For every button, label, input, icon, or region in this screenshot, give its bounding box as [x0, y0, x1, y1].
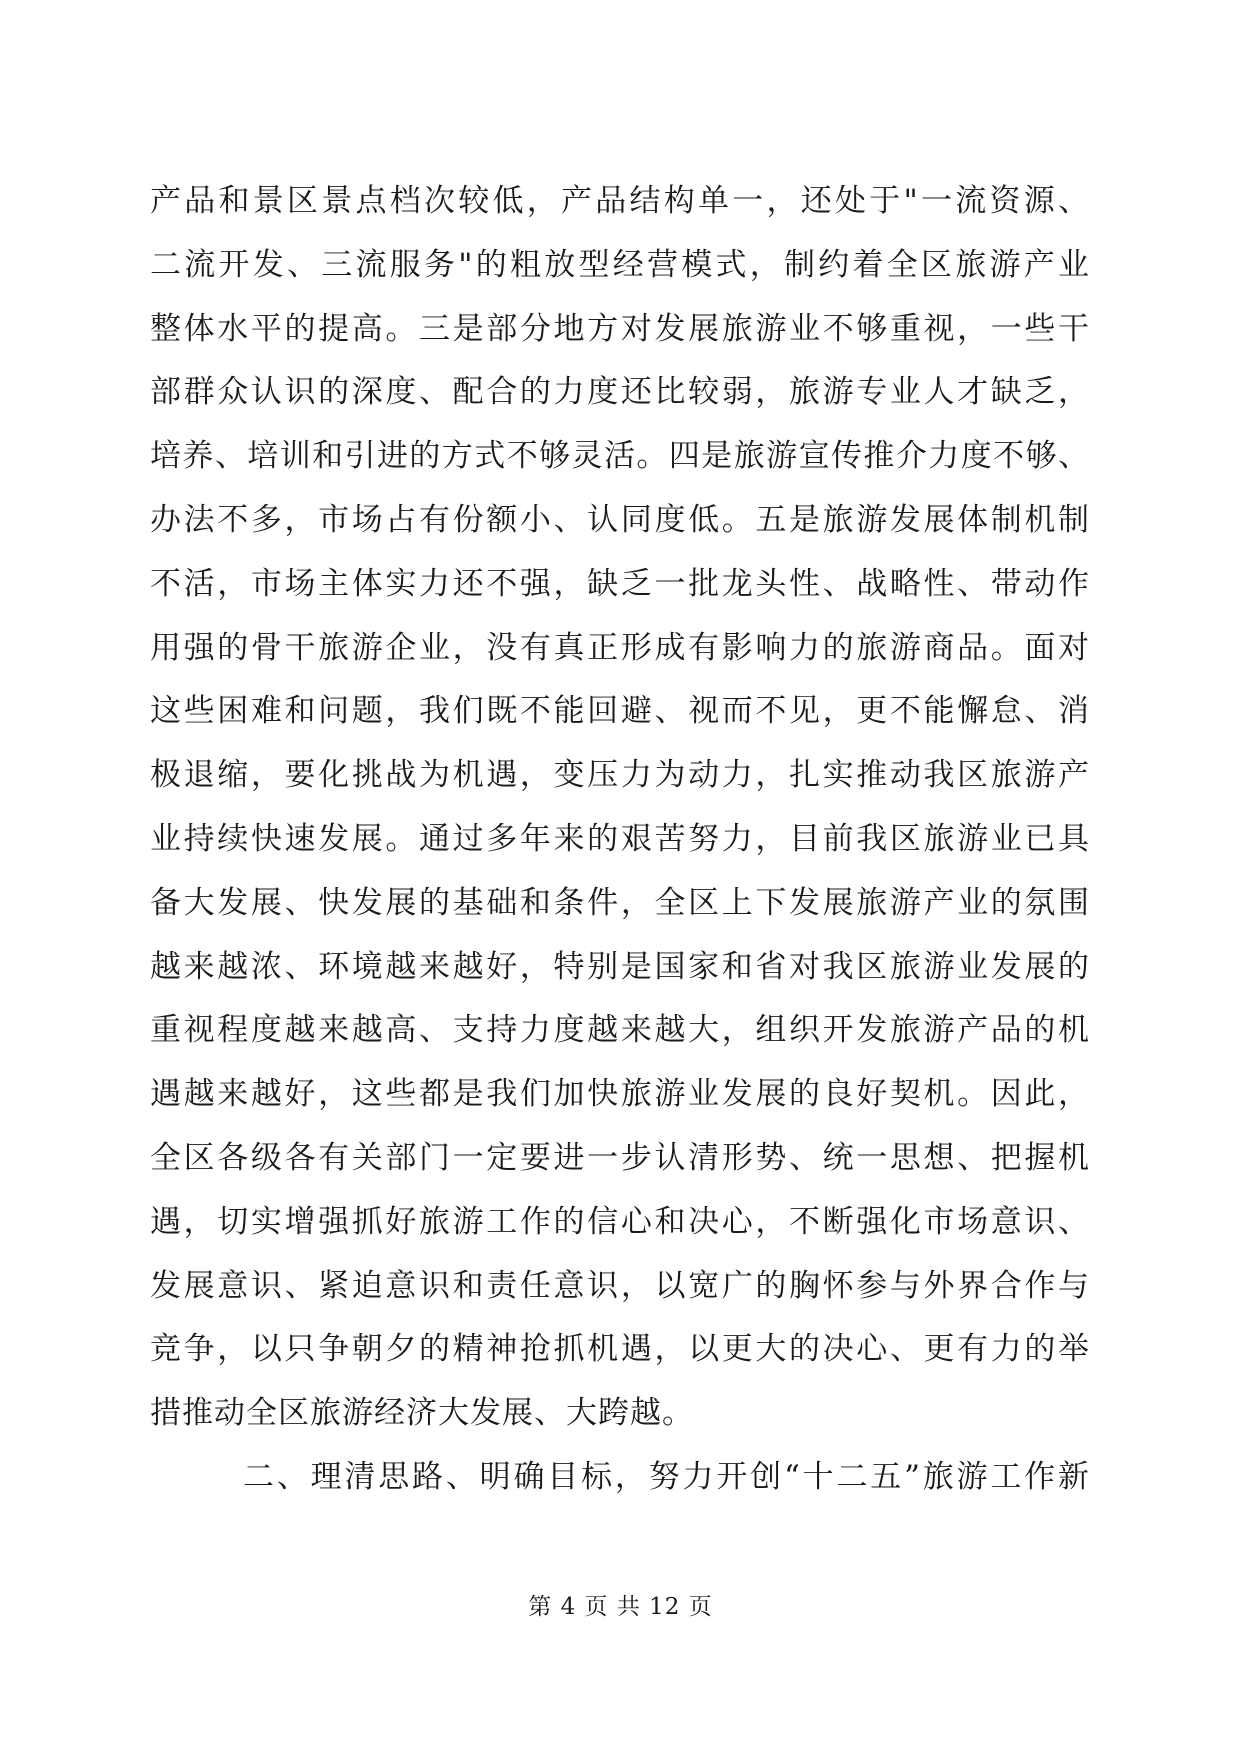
section-heading-line: 二、理清思路、明确目标，努力开创“十二五”旅游工作新	[243, 1458, 1090, 1495]
text-line: 发展意识、紧迫意识和责任意识，以宽广的胸怀参与外界合作与	[150, 1267, 1090, 1304]
text-line: 二流开发、三流服务"的粗放型经营模式，制约着全区旅游产业	[150, 246, 1090, 283]
text-line: 全区各级各有关部门一定要进一步认清形势、统一思想、把握机	[150, 1139, 1090, 1176]
text-line: 部群众认识的深度、配合的力度还比较弱，旅游专业人才缺乏，	[150, 374, 1090, 411]
text-line: 不活，市场主体实力还不强，缺乏一批龙头性、战略性、带动作	[150, 565, 1090, 602]
text-line: 办法不多，市场占有份额小、认同度低。五是旅游发展体制机制	[150, 501, 1090, 538]
text-line: 竞争，以只争朝夕的精神抢抓机遇，以更大的决心、更有力的举	[150, 1331, 1090, 1368]
page-footer: 第 4 页 共 12 页	[528, 1594, 713, 1620]
text-line: 用强的骨干旅游企业，没有真正形成有影响力的旅游商品。面对	[150, 629, 1090, 666]
text-line: 产品和景区景点档次较低，产品结构单一，还处于"一流资源、	[150, 183, 1090, 219]
text-line: 遇越来越好，这些都是我们加快旅游业发展的良好契机。因此，	[150, 1076, 1090, 1113]
text-line: 备大发展、快发展的基础和条件，全区上下发展旅游产业的氛围	[150, 884, 1090, 921]
text-line: 遇，切实增强抓好旅游工作的信心和决心，不断强化市场意识、	[150, 1203, 1090, 1240]
body-text	[150, 170, 1090, 1510]
text-line: 培养、培训和引进的方式不够灵活。四是旅游宣传推介力度不够、	[150, 438, 1090, 475]
text-line: 极退缩，要化挑战为机遇，变压力为动力，扎实推动我区旅游产	[150, 757, 1090, 794]
text-line: 重视程度越来越高、支持力度越来越大，组织开发旅游产品的机	[150, 1012, 1090, 1049]
text-line: 越来越浓、环境越来越好，特别是国家和省对我区旅游业发展的	[150, 948, 1090, 985]
text-line: 业持续快速发展。通过多年来的艰苦努力，目前我区旅游业已具	[150, 820, 1090, 857]
text-line: 这些困难和问题，我们既不能回避、视而不见，更不能懈怠、消	[150, 693, 1090, 730]
text-line: 整体水平的提高。三是部分地方对发展旅游业不够重视，一些干	[150, 310, 1090, 347]
text-line: 措推动全区旅游经济大发展、大跨越。	[150, 1395, 694, 1432]
